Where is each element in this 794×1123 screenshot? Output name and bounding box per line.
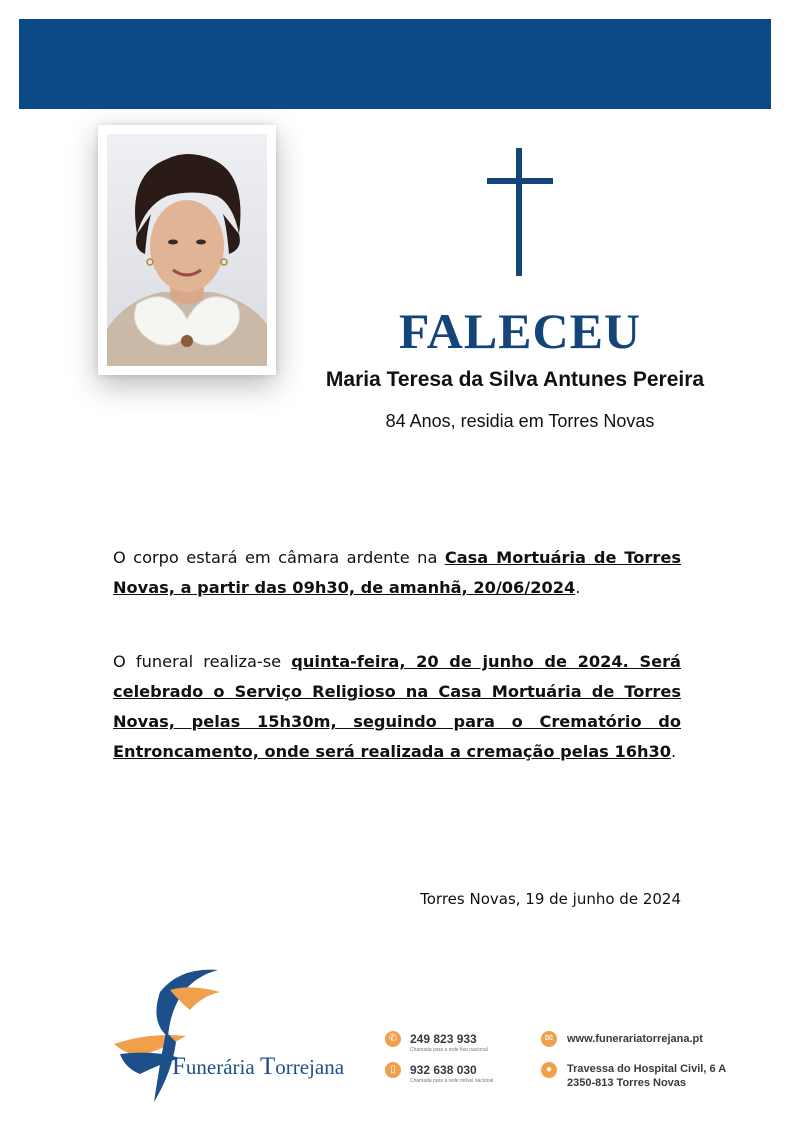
funeral-lead: O funeral realiza-se bbox=[113, 652, 292, 671]
phone2-note: Chamada para a rede móvel nacional bbox=[410, 1078, 494, 1084]
wake-details: Casa Mortuária de Torres Novas, a partir das 09h30, de amanhã, 20/06/2024 bbox=[113, 548, 681, 597]
wake-tail: . bbox=[575, 578, 581, 597]
location-pin-icon: ● bbox=[541, 1062, 557, 1078]
deceased-name: Maria Teresa da Silva Antunes Pereira bbox=[325, 368, 705, 391]
wake-paragraph bbox=[113, 543, 681, 603]
phone-icon: ✆ bbox=[385, 1031, 401, 1047]
wake-lead: O corpo estará em câmara ardente na bbox=[113, 548, 445, 567]
date-line: Torres Novas, 19 de junho de 2024 bbox=[420, 890, 681, 908]
funeraria-logo-text: Funerária Torrejana bbox=[172, 1053, 345, 1080]
phone1-number[interactable]: 249 823 933 bbox=[410, 1032, 477, 1046]
mobile-icon: ▯ bbox=[385, 1062, 401, 1078]
address-line2: 2350-813 Torres Novas bbox=[567, 1077, 687, 1089]
age-residence: 84 Anos, residia em Torres Novas bbox=[385, 411, 655, 431]
top-banner bbox=[19, 19, 771, 109]
heading-faleceu: FALECEU bbox=[398, 303, 642, 359]
phone1-note: Chamada para a rede fixa nacional bbox=[410, 1047, 488, 1053]
portrait-photo bbox=[98, 125, 276, 375]
funeraria-logo-mark bbox=[110, 962, 230, 1107]
website-link[interactable]: www.funerariatorrejana.pt bbox=[567, 1033, 703, 1045]
funeral-details: quinta-feira, 20 de junho de 2024. Será celebrado o Serviço Religioso na Casa Mortuária de Torres Novas, pelas 15h30m, seguindo para o Crematório do Entroncamento, onde será realizada a cremação pelas 16h30 bbox=[113, 652, 681, 761]
address-line1: Travessa do Hospital Civil, 6 A bbox=[567, 1063, 727, 1075]
funeral-tail: . bbox=[671, 742, 677, 761]
globe-icon: ✉ bbox=[541, 1031, 557, 1047]
phone2-number[interactable]: 932 638 030 bbox=[410, 1063, 477, 1077]
cross-icon bbox=[487, 148, 553, 278]
funeral-paragraph bbox=[113, 647, 681, 767]
